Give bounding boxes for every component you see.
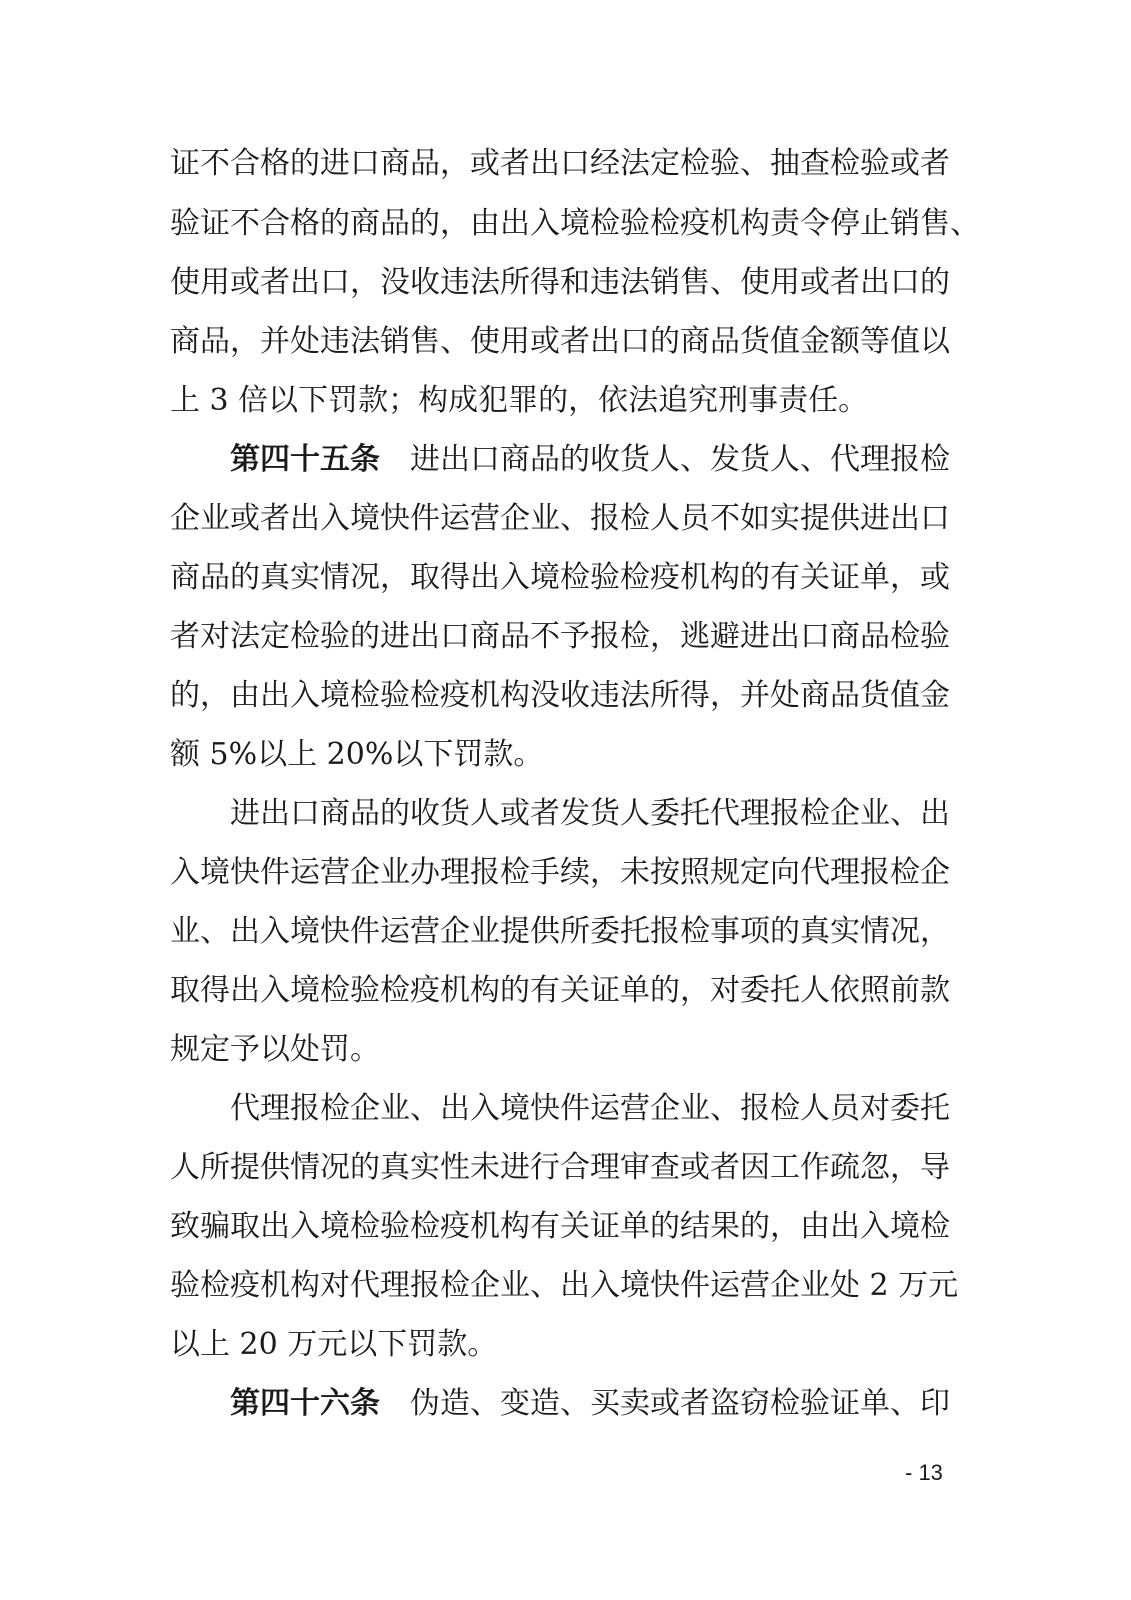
text-line: 的，由出入境检验检疫机构没收违法所得，并处商品货值金 [170, 678, 950, 713]
article-heading: 第四十五条 [230, 442, 380, 477]
text-line: 代理报检企业、出入境快件运营企业、报检人员对委托 [230, 1091, 950, 1126]
article-heading: 第四十六条 [230, 1386, 380, 1421]
page-number: - 13 [905, 1460, 943, 1485]
text-line: 商品的真实情况，取得出入境检验检疫机构的有关证单，或 [170, 560, 950, 595]
article-first-line [230, 1384, 1030, 1424]
text-line: 以上 20 万元以下罚款。 [170, 1327, 498, 1362]
text-line: 企业或者出入境快件运营企业、报检人员不如实提供进出口 [170, 501, 950, 536]
text-line: 进出口商品的收货人或者发货人委托代理报检企业、出 [230, 796, 950, 831]
text-line: 使用或者出口，没收违法所得和违法销售、使用或者出口的 [170, 265, 950, 300]
text-line: 取得出入境检验检疫机构的有关证单的，对委托人依照前款 [170, 973, 950, 1008]
text-line: 商品，并处违法销售、使用或者出口的商品货值金额等值以 [170, 324, 950, 359]
text-line: 者对法定检验的进出口商品不予报检，逃避进出口商品检验 [170, 619, 950, 654]
text-line: 上 3 倍以下罚款；构成犯罪的，依法追究刑事责任。 [170, 383, 869, 418]
text-line: 致骗取出入境检验检疫机构有关证单的结果的，由出入境检 [170, 1209, 950, 1244]
text-line: 入境快件运营企业办理报检手续，未按照规定向代理报检企 [170, 855, 950, 890]
text-line: 额 5%以上 20%以下罚款。 [170, 737, 544, 772]
text-segment: 伪造、变造、买卖或者盗窃检验证单、印 [410, 1386, 950, 1421]
text-line: 验检疫机构对代理报检企业、出入境快件运营企业处 2 万元 [170, 1268, 959, 1303]
text-line: 证不合格的进口商品，或者出口经法定检验、抽查检验或者 [170, 146, 950, 181]
text-line: 验证不合格的商品的，由出入境检验检疫机构责令停止销售、 [170, 206, 980, 241]
text-line: 人所提供情况的真实性未进行合理审查或者因工作疏忽，导 [170, 1150, 950, 1185]
text-line: 规定予以处罚。 [170, 1032, 380, 1067]
text-line: 业、出入境快件运营企业提供所委托报检事项的真实情况， [170, 914, 950, 949]
text-segment: 进出口商品的收货人、发货人、代理报检 [410, 442, 950, 477]
article-first-line [230, 440, 1030, 480]
